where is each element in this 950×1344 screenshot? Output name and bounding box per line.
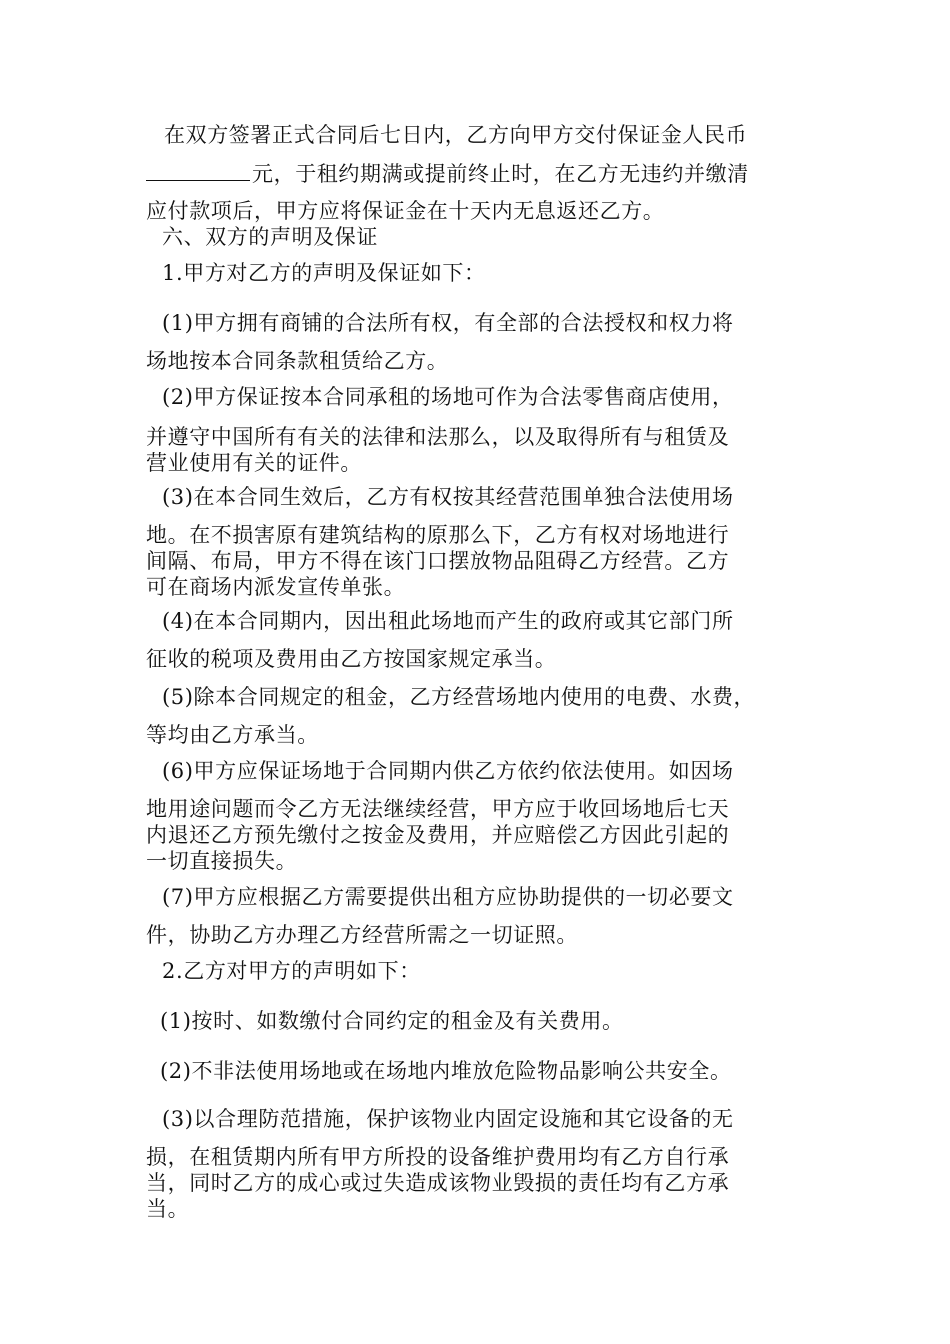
text-line: 地用途问题而令乙方无法继续经营，甲方应于收回场地后七天 — [146, 797, 730, 821]
text-line: 损，在租赁期内所有甲方所投的设备维护费用均有乙方自行承 — [146, 1145, 730, 1169]
text-line: (1)甲方拥有商铺的合法所有权，有全部的合法授权和权力将 — [162, 311, 734, 335]
text-line: 等均由乙方承当。 — [146, 723, 319, 747]
text-line: 件，协助乙方办理乙方经营所需之一切证照。 — [146, 923, 578, 947]
fill-in-blank — [146, 160, 250, 181]
text-line: (3)以合理防范措施，保护该物业内固定设施和其它设备的无 — [162, 1107, 734, 1131]
text-line: (2)不非法使用场地或在场地内堆放危险物品影响公共安全。 — [160, 1059, 732, 1083]
text-line: 并遵守中国所有有关的法律和法那么，以及取得所有与租赁及 — [146, 425, 730, 449]
text-line: 征收的税项及费用由乙方按国家规定承当。 — [146, 647, 557, 671]
text-line: 营业使用有关的证件。 — [146, 451, 362, 475]
text-line: (1)按时、如数缴付合同约定的租金及有关费用。 — [160, 1009, 624, 1033]
text-line: 内退还乙方预先缴付之按金及费用，并应赔偿乙方因此引起的 — [146, 823, 730, 847]
text-line: (3)在本合同生效后，乙方有权按其经营范围单独合法使用场 — [162, 485, 734, 509]
text-line: 当，同时乙方的成心或过失造成该物业毁损的责任均有乙方承 — [146, 1171, 730, 1195]
text-line — [146, 160, 826, 187]
text-line: (7)甲方应根据乙方需要提供出租方应协助提供的一切必要文 — [162, 885, 734, 909]
text-segment: 元，于租约期满或提前终止时，在乙方无违约并缴清 — [252, 162, 749, 186]
text-line: (6)甲方应保证场地于合同期内供乙方依约依法使用。如因场 — [162, 759, 734, 783]
subsection-heading: 2.乙方对甲方的声明如下： — [162, 959, 421, 983]
text-line: (2)甲方保证按本合同承租的场地可作为合法零售商店使用， — [162, 385, 734, 409]
text-line: 地。在不损害原有建筑结构的原那么下，乙方有权对场地进行 — [146, 523, 730, 547]
text-line: 当。 — [146, 1197, 190, 1221]
text-line: (4)在本合同期内，因出租此场地而产生的政府或其它部门所 — [162, 609, 734, 633]
text-line: (5)除本合同规定的租金，乙方经营场地内使用的电费、水费， — [162, 685, 756, 709]
text-line: 场地按本合同条款租赁给乙方。 — [146, 349, 449, 373]
text-line: 可在商场内派发宣传单张。 — [146, 575, 406, 599]
text-line: 一切直接损失。 — [146, 849, 298, 873]
text-line: 应付款项后，甲方应将保证金在十天内无息返还乙方。 — [146, 199, 665, 223]
text-line: 在双方签署正式合同后七日内，乙方向甲方交付保证金人民币 — [164, 123, 748, 147]
section-heading: 六、双方的声明及保证 — [162, 225, 378, 249]
subsection-heading: 1.甲方对乙方的声明及保证如下： — [162, 261, 486, 285]
text-line: 间隔、布局，甲方不得在该门口摆放物品阻碍乙方经营。乙方 — [146, 549, 730, 573]
